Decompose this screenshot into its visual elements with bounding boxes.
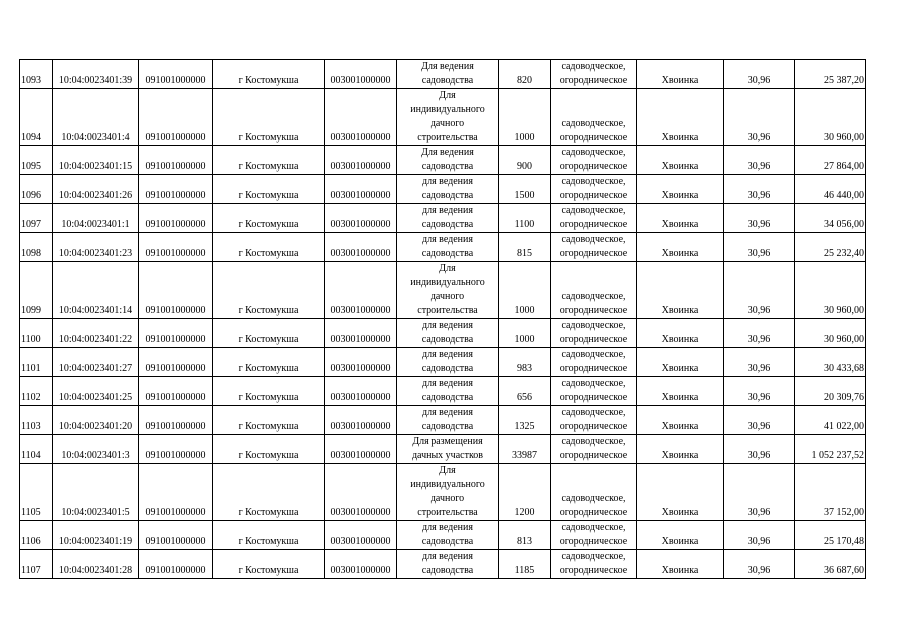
usage-group bbox=[551, 319, 637, 348]
kladr-code: 003001000000 bbox=[325, 377, 397, 406]
kladr-code: 003001000000 bbox=[325, 464, 397, 521]
place-name: Хвоинка bbox=[637, 464, 724, 521]
permitted-use-line: садоводства bbox=[421, 161, 474, 172]
cadastral-number: 10:04:0023401:23 bbox=[53, 233, 139, 262]
plot-area: 1185 bbox=[499, 550, 551, 579]
permitted-use-line: Для ведения bbox=[421, 61, 474, 72]
usage-group-line: огородническое bbox=[559, 565, 628, 576]
row-number: 1095 bbox=[20, 146, 53, 175]
oktmo-code: 091001000000 bbox=[139, 204, 213, 233]
row-number: 1104 bbox=[20, 435, 53, 464]
permitted-use bbox=[397, 89, 499, 146]
plot-area: 820 bbox=[499, 60, 551, 89]
usage-group-line: садоводческое, bbox=[561, 349, 626, 360]
table-row bbox=[20, 89, 866, 146]
specific-value-rate: 30,96 bbox=[724, 233, 795, 262]
oktmo-code: 091001000000 bbox=[139, 262, 213, 319]
usage-group-line: садоводческое, bbox=[561, 320, 626, 331]
permitted-use-line: строительства bbox=[417, 507, 478, 518]
usage-group-line: садоводческое, bbox=[561, 436, 626, 447]
city-name: г Костомукша bbox=[213, 348, 325, 377]
specific-value-rate: 30,96 bbox=[724, 464, 795, 521]
cadastral-number: 10:04:0023401:25 bbox=[53, 377, 139, 406]
city-name: г Костомукша bbox=[213, 262, 325, 319]
cadastral-value: 20 309,76 bbox=[795, 377, 866, 406]
place-name: Хвоинка bbox=[637, 89, 724, 146]
row-number: 1105 bbox=[20, 464, 53, 521]
plot-area: 656 bbox=[499, 377, 551, 406]
permitted-use-line: для ведения bbox=[422, 234, 473, 245]
permitted-use-line: садоводства bbox=[421, 421, 474, 432]
table-row bbox=[20, 464, 866, 521]
usage-group bbox=[551, 89, 637, 146]
usage-group-line: садоводческое, bbox=[561, 291, 626, 302]
cadastral-value: 41 022,00 bbox=[795, 406, 866, 435]
oktmo-code: 091001000000 bbox=[139, 146, 213, 175]
table-row bbox=[20, 175, 866, 204]
permitted-use-line: для ведения bbox=[422, 349, 473, 360]
permitted-use bbox=[397, 233, 499, 262]
place-name: Хвоинка bbox=[637, 521, 724, 550]
city-name: г Костомукша bbox=[213, 146, 325, 175]
plot-area: 1325 bbox=[499, 406, 551, 435]
oktmo-code: 091001000000 bbox=[139, 521, 213, 550]
cadastral-number: 10:04:0023401:39 bbox=[53, 60, 139, 89]
place-name: Хвоинка bbox=[637, 146, 724, 175]
specific-value-rate: 30,96 bbox=[724, 89, 795, 146]
usage-group bbox=[551, 377, 637, 406]
oktmo-code: 091001000000 bbox=[139, 406, 213, 435]
kladr-code: 003001000000 bbox=[325, 233, 397, 262]
cadastral-number: 10:04:0023401:15 bbox=[53, 146, 139, 175]
row-number: 1094 bbox=[20, 89, 53, 146]
usage-group-line: садоводческое, bbox=[561, 234, 626, 245]
permitted-use bbox=[397, 348, 499, 377]
plot-area: 1500 bbox=[499, 175, 551, 204]
permitted-use-line: для ведения bbox=[422, 407, 473, 418]
permitted-use-line: садоводства bbox=[421, 75, 474, 86]
usage-group-line: огородническое bbox=[559, 132, 628, 143]
permitted-use-line: дачного bbox=[430, 493, 465, 504]
city-name: г Костомукша bbox=[213, 60, 325, 89]
oktmo-code: 091001000000 bbox=[139, 175, 213, 204]
land-plots-table bbox=[19, 59, 866, 579]
usage-group-line: огородническое bbox=[559, 161, 628, 172]
kladr-code: 003001000000 bbox=[325, 89, 397, 146]
city-name: г Костомукша bbox=[213, 319, 325, 348]
kladr-code: 003001000000 bbox=[325, 262, 397, 319]
row-number: 1097 bbox=[20, 204, 53, 233]
cadastral-number: 10:04:0023401:28 bbox=[53, 550, 139, 579]
oktmo-code: 091001000000 bbox=[139, 550, 213, 579]
usage-group-line: огородническое bbox=[559, 75, 628, 86]
permitted-use-line: садоводства bbox=[421, 219, 474, 230]
usage-group bbox=[551, 464, 637, 521]
place-name: Хвоинка bbox=[637, 204, 724, 233]
table-row bbox=[20, 262, 866, 319]
usage-group-line: огородническое bbox=[559, 363, 628, 374]
permitted-use-line: садоводства bbox=[421, 248, 474, 259]
table-row bbox=[20, 348, 866, 377]
plot-area: 900 bbox=[499, 146, 551, 175]
specific-value-rate: 30,96 bbox=[724, 406, 795, 435]
permitted-use bbox=[397, 146, 499, 175]
plot-area: 983 bbox=[499, 348, 551, 377]
city-name: г Костомукша bbox=[213, 377, 325, 406]
usage-group-line: садоводческое, bbox=[561, 407, 626, 418]
permitted-use bbox=[397, 464, 499, 521]
permitted-use-line: индивидуального bbox=[410, 277, 485, 288]
oktmo-code: 091001000000 bbox=[139, 464, 213, 521]
permitted-use-line: садоводства bbox=[421, 334, 474, 345]
specific-value-rate: 30,96 bbox=[724, 377, 795, 406]
table-row bbox=[20, 319, 866, 348]
row-number: 1107 bbox=[20, 550, 53, 579]
plot-area: 1100 bbox=[499, 204, 551, 233]
permitted-use-line: садоводства bbox=[421, 363, 474, 374]
cadastral-number: 10:04:0023401:3 bbox=[53, 435, 139, 464]
permitted-use bbox=[397, 319, 499, 348]
kladr-code: 003001000000 bbox=[325, 175, 397, 204]
table-row bbox=[20, 377, 866, 406]
row-number: 1099 bbox=[20, 262, 53, 319]
usage-group-line: огородническое bbox=[559, 421, 628, 432]
permitted-use-line: для ведения bbox=[422, 176, 473, 187]
city-name: г Костомукша bbox=[213, 464, 325, 521]
usage-group-line: огородническое bbox=[559, 190, 628, 201]
cadastral-value: 36 687,60 bbox=[795, 550, 866, 579]
oktmo-code: 091001000000 bbox=[139, 60, 213, 89]
oktmo-code: 091001000000 bbox=[139, 233, 213, 262]
city-name: г Костомукша bbox=[213, 435, 325, 464]
cadastral-value: 25 232,40 bbox=[795, 233, 866, 262]
place-name: Хвоинка bbox=[637, 319, 724, 348]
cadastral-value: 37 152,00 bbox=[795, 464, 866, 521]
permitted-use bbox=[397, 406, 499, 435]
place-name: Хвоинка bbox=[637, 435, 724, 464]
city-name: г Костомукша bbox=[213, 233, 325, 262]
table-body bbox=[20, 60, 866, 579]
permitted-use-line: индивидуального bbox=[410, 104, 485, 115]
cadastral-number: 10:04:0023401:5 bbox=[53, 464, 139, 521]
permitted-use bbox=[397, 262, 499, 319]
place-name: Хвоинка bbox=[637, 175, 724, 204]
cadastral-number: 10:04:0023401:26 bbox=[53, 175, 139, 204]
cadastral-number: 10:04:0023401:19 bbox=[53, 521, 139, 550]
row-number: 1096 bbox=[20, 175, 53, 204]
table-row bbox=[20, 204, 866, 233]
usage-group-line: садоводческое, bbox=[561, 551, 626, 562]
oktmo-code: 091001000000 bbox=[139, 348, 213, 377]
plot-area: 813 bbox=[499, 521, 551, 550]
cadastral-value: 25 170,48 bbox=[795, 521, 866, 550]
row-number: 1101 bbox=[20, 348, 53, 377]
usage-group bbox=[551, 348, 637, 377]
cadastral-value: 34 056,00 bbox=[795, 204, 866, 233]
permitted-use-line: дачного bbox=[430, 291, 465, 302]
permitted-use-line: Для bbox=[439, 90, 456, 101]
permitted-use-line: Для ведения bbox=[421, 147, 474, 158]
permitted-use-line: для ведения bbox=[422, 320, 473, 331]
usage-group bbox=[551, 521, 637, 550]
usage-group-line: огородническое bbox=[559, 507, 628, 518]
usage-group-line: садоводческое, bbox=[561, 176, 626, 187]
plot-area: 815 bbox=[499, 233, 551, 262]
usage-group bbox=[551, 233, 637, 262]
usage-group-line: садоводческое, bbox=[561, 147, 626, 158]
cadastral-value: 30 960,00 bbox=[795, 319, 866, 348]
permitted-use-line: садоводства bbox=[421, 565, 474, 576]
oktmo-code: 091001000000 bbox=[139, 435, 213, 464]
specific-value-rate: 30,96 bbox=[724, 435, 795, 464]
table-row bbox=[20, 233, 866, 262]
kladr-code: 003001000000 bbox=[325, 146, 397, 175]
permitted-use-line: садоводства bbox=[421, 190, 474, 201]
oktmo-code: 091001000000 bbox=[139, 89, 213, 146]
city-name: г Костомукша bbox=[213, 175, 325, 204]
cadastral-value: 25 387,20 bbox=[795, 60, 866, 89]
permitted-use bbox=[397, 435, 499, 464]
row-number: 1106 bbox=[20, 521, 53, 550]
cadastral-number: 10:04:0023401:1 bbox=[53, 204, 139, 233]
usage-group-line: садоводческое, bbox=[561, 118, 626, 129]
usage-group bbox=[551, 406, 637, 435]
plot-area: 1200 bbox=[499, 464, 551, 521]
place-name: Хвоинка bbox=[637, 60, 724, 89]
cadastral-number: 10:04:0023401:22 bbox=[53, 319, 139, 348]
usage-group bbox=[551, 262, 637, 319]
place-name: Хвоинка bbox=[637, 262, 724, 319]
cadastral-value: 27 864,00 bbox=[795, 146, 866, 175]
specific-value-rate: 30,96 bbox=[724, 146, 795, 175]
specific-value-rate: 30,96 bbox=[724, 348, 795, 377]
permitted-use bbox=[397, 521, 499, 550]
table-row bbox=[20, 146, 866, 175]
permitted-use-line: дачных участков bbox=[411, 450, 484, 461]
row-number: 1098 bbox=[20, 233, 53, 262]
cadastral-number: 10:04:0023401:14 bbox=[53, 262, 139, 319]
city-name: г Костомукша bbox=[213, 89, 325, 146]
kladr-code: 003001000000 bbox=[325, 550, 397, 579]
permitted-use-line: садоводства bbox=[421, 536, 474, 547]
permitted-use bbox=[397, 550, 499, 579]
cadastral-value: 46 440,00 bbox=[795, 175, 866, 204]
usage-group bbox=[551, 435, 637, 464]
specific-value-rate: 30,96 bbox=[724, 521, 795, 550]
usage-group bbox=[551, 204, 637, 233]
row-number: 1100 bbox=[20, 319, 53, 348]
permitted-use-line: для ведения bbox=[422, 551, 473, 562]
permitted-use-line: индивидуального bbox=[410, 479, 485, 490]
place-name: Хвоинка bbox=[637, 377, 724, 406]
table-row bbox=[20, 406, 866, 435]
permitted-use-line: садоводства bbox=[421, 392, 474, 403]
kladr-code: 003001000000 bbox=[325, 319, 397, 348]
kladr-code: 003001000000 bbox=[325, 60, 397, 89]
cadastral-value: 1 052 237,52 bbox=[795, 435, 866, 464]
plot-area: 1000 bbox=[499, 319, 551, 348]
city-name: г Костомукша bbox=[213, 406, 325, 435]
usage-group-line: огородническое bbox=[559, 536, 628, 547]
cadastral-value: 30 960,00 bbox=[795, 89, 866, 146]
permitted-use-line: для ведения bbox=[422, 378, 473, 389]
specific-value-rate: 30,96 bbox=[724, 204, 795, 233]
city-name: г Костомукша bbox=[213, 550, 325, 579]
kladr-code: 003001000000 bbox=[325, 435, 397, 464]
usage-group-line: садоводческое, bbox=[561, 61, 626, 72]
table-row bbox=[20, 550, 866, 579]
kladr-code: 003001000000 bbox=[325, 521, 397, 550]
cadastral-value: 30 960,00 bbox=[795, 262, 866, 319]
kladr-code: 003001000000 bbox=[325, 348, 397, 377]
row-number: 1102 bbox=[20, 377, 53, 406]
place-name: Хвоинка bbox=[637, 406, 724, 435]
city-name: г Костомукша bbox=[213, 521, 325, 550]
usage-group-line: огородническое bbox=[559, 450, 628, 461]
usage-group bbox=[551, 60, 637, 89]
table-row bbox=[20, 521, 866, 550]
permitted-use-line: Для bbox=[439, 263, 456, 274]
usage-group bbox=[551, 550, 637, 579]
usage-group-line: огородническое bbox=[559, 305, 628, 316]
permitted-use bbox=[397, 377, 499, 406]
place-name: Хвоинка bbox=[637, 550, 724, 579]
city-name: г Костомукша bbox=[213, 204, 325, 233]
permitted-use-line: дачного bbox=[430, 118, 465, 129]
row-number: 1093 bbox=[20, 60, 53, 89]
permitted-use-line: Для размещения bbox=[412, 436, 483, 447]
permitted-use-line: для ведения bbox=[422, 205, 473, 216]
row-number: 1103 bbox=[20, 406, 53, 435]
usage-group-line: огородническое bbox=[559, 392, 628, 403]
usage-group-line: садоводческое, bbox=[561, 205, 626, 216]
permitted-use-line: Для bbox=[439, 465, 456, 476]
oktmo-code: 091001000000 bbox=[139, 319, 213, 348]
usage-group-line: огородническое bbox=[559, 248, 628, 259]
kladr-code: 003001000000 bbox=[325, 204, 397, 233]
usage-group-line: садоводческое, bbox=[561, 522, 626, 533]
specific-value-rate: 30,96 bbox=[724, 60, 795, 89]
usage-group bbox=[551, 175, 637, 204]
permitted-use-line: строительства bbox=[417, 305, 478, 316]
specific-value-rate: 30,96 bbox=[724, 319, 795, 348]
permitted-use-line: строительства bbox=[417, 132, 478, 143]
table-row bbox=[20, 435, 866, 464]
cadastral-number: 10:04:0023401:27 bbox=[53, 348, 139, 377]
plot-area: 1000 bbox=[499, 262, 551, 319]
cadastral-number: 10:04:0023401:20 bbox=[53, 406, 139, 435]
plot-area: 1000 bbox=[499, 89, 551, 146]
specific-value-rate: 30,96 bbox=[724, 175, 795, 204]
oktmo-code: 091001000000 bbox=[139, 377, 213, 406]
specific-value-rate: 30,96 bbox=[724, 550, 795, 579]
usage-group-line: садоводческое, bbox=[561, 378, 626, 389]
specific-value-rate: 30,96 bbox=[724, 262, 795, 319]
place-name: Хвоинка bbox=[637, 348, 724, 377]
permitted-use bbox=[397, 204, 499, 233]
permitted-use bbox=[397, 60, 499, 89]
cadastral-number: 10:04:0023401:4 bbox=[53, 89, 139, 146]
usage-group bbox=[551, 146, 637, 175]
usage-group-line: огородническое bbox=[559, 334, 628, 345]
plot-area: 33987 bbox=[499, 435, 551, 464]
usage-group-line: садоводческое, bbox=[561, 493, 626, 504]
permitted-use bbox=[397, 175, 499, 204]
usage-group-line: огородническое bbox=[559, 219, 628, 230]
cadastral-value: 30 433,68 bbox=[795, 348, 866, 377]
kladr-code: 003001000000 bbox=[325, 406, 397, 435]
table-row bbox=[20, 60, 866, 89]
place-name: Хвоинка bbox=[637, 233, 724, 262]
permitted-use-line: для ведения bbox=[422, 522, 473, 533]
